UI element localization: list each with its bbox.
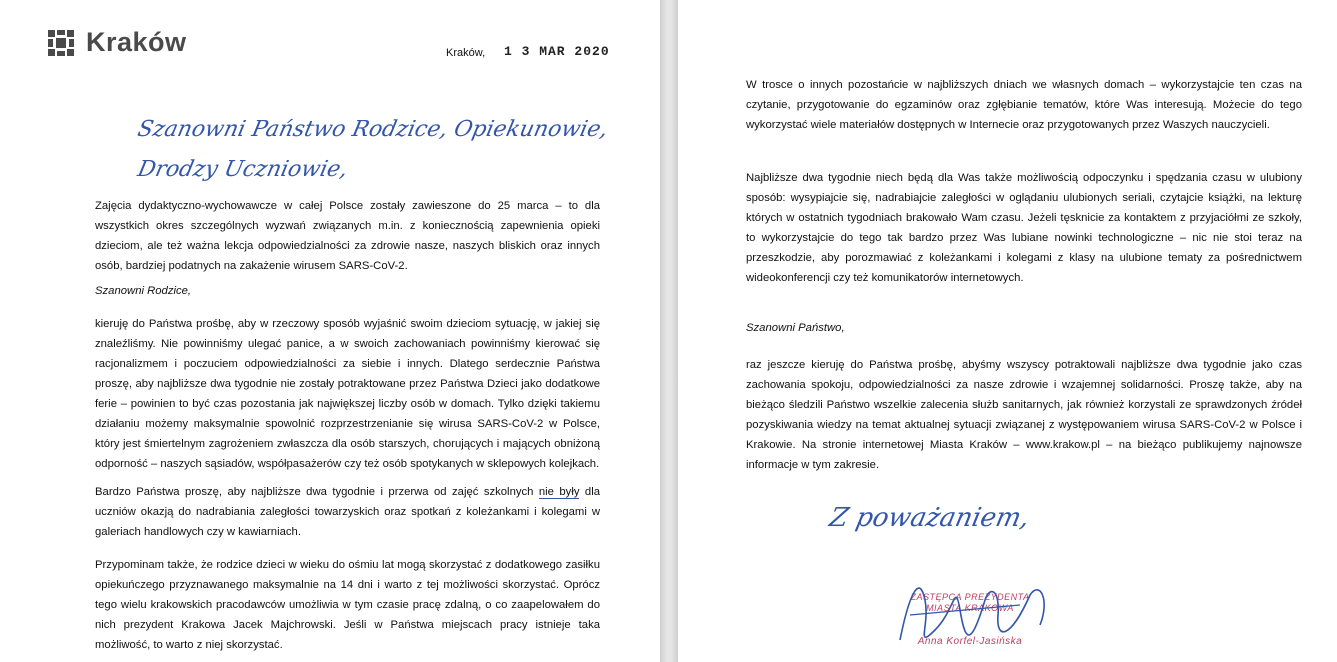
stamp-title-line1: ZASTĘPCA PREZYDENTA [910, 592, 1030, 602]
krakow-crest-icon [46, 28, 76, 58]
paragraph-stay-home: W trosce o innych pozostańcie w najbliższych dniach we własnych domach – wykorzystajcie ten czas na czytanie, przygotowanie do egzaminów oraz zgłębianie tematów, które Was interesują. Możecie do tego wykorzystać wiele materiałów dostępnych w Internecie oraz przygotowanych przez Waszych nauczycieli. [746, 79, 1302, 131]
paragraph-benefits: Przypominam także, że rodzice dzieci w wieku do ośmiu lat mogą skorzystać z dodatkowego zasiłku opiekuńczego przyznawanego maksymalnie na 14 dni i warto z tej możliwości skorzystać. Oprócz tego wielu krakowskich pracodawców umożliwia w tym czasie pracę zdalną, o co zaapelowałem do nich prezydent Krakowa Jacek Majchrowski. Jeśli w Państwa miejscach pracy istnieje taka możliwość, to warto z niej skorzystać. [95, 559, 600, 651]
paragraph-no-meetings-end: dla uczniów okazją do nadrabiania zaległości towarzyskich oraz spotkań z koleżankami i kolegami w galeriach handlowych czy w kawiarniach. [95, 486, 600, 538]
paragraph-intro: Zajęcia dydaktyczno-wychowawcze w całej Polsce zostały zawieszone do 25 marca – to dla wszystkich okres szczególnych wyzwań związanych m.in. z koniecznością zapewnienia opieki dzieciom, ale też ważna lekcja odpowiedzialności za zdrowie nasze, naszych bliskich oraz innych osób, bardziej podatnych na zakażenie wirusem SARS-CoV-2. [95, 200, 600, 272]
letter-page-right [678, 0, 1337, 662]
paragraph-appeal: kieruję do Państwa prośbę, aby w rzeczowy sposób wyjaśnić swoim dzieciom sytuację, w jakiej się znaleźliśmy. Nie powinniśmy ulegać panice, a w swoich zachowaniach powinniśmy kierować się racjonalizmem i poczuciem odpowiedzialności za siebie i innych. Dlatego serdecznie Państwa proszę, aby najbliższe dwa tygodnie nie zostały potraktowane przez Państwa Dzieci jako dodatkowe ferie – powinien to być czas pozostania jak największej liczby osób w domach. Tylko dzięki takiemu działaniu możemy maksymalnie spowolnić rozprzestrzenianie się wirusa SARS-CoV-2 w Polsce, który jest śmiertelnym zagrożeniem zwłaszcza dla osób starszych, chorujących i mających obniżoną odporność – naszych sąsiadów, współpasażerów czy też osób spotykanych w sklepowych kolejkach. [95, 318, 600, 470]
stamp-name: Anna Korfel-Jasińska [917, 636, 1023, 647]
handwritten-closing: Z poważaniem, [826, 503, 1033, 533]
heading-parents: Szanowni Rodzice, [95, 285, 192, 297]
handwritten-salutation-line1: Szanowni Państwo Rodzice, Opiekunowie, [135, 117, 611, 142]
paragraph-no-meetings [95, 482, 600, 542]
handwritten-salutation-line2: Drodzy Uczniowie, [135, 157, 350, 182]
logo-text: Kraków [86, 27, 187, 57]
stamp-title-line2: MIASTA KRAKOWA [926, 603, 1014, 613]
paragraph-rest: Najbliższe dwa tygodnie niech będą dla Was także możliwością odpoczynku i spędzania czasu w ulubiony sposób: wysypiajcie się, nadrabiajcie zaległości w oglądaniu ulubionych seriali, czytajcie książki, na lekturę których w ostatnich tygodniach brakowało Wam czasu. Jeżeli tęsknicie za kontaktem z przyjaciółmi ze szkoły, to wykorzystajcie do tego tak bardzo przez Was lubiane nowinki technologiczne – nic nie stoi teraz na przeszkodzie, aby porozmawiać z koleżankami i kolegami z klasy na ulubione tematy za pośrednictwem wideokonferencji czy też komunikatorów internetowych. [746, 172, 1302, 284]
heading-ladies-gentlemen: Szanowni Państwo, [746, 322, 845, 334]
page-gutter [660, 0, 678, 662]
letter-page-left [0, 0, 660, 662]
underlined-phrase: nie były [538, 486, 580, 498]
paragraph-final-appeal: raz jeszcze kieruję do Państwa prośbę, abyśmy wszyscy potraktowali najbliższe dwa tygodnie jako czas zachowania spokoju, odpowiedzialności za nasze zdrowie i wzajemnej solidarności. Proszę także, aby na bieżąco śledzili Państwo wszelkie zalecenia służb sanitarnych, jak również korzystali ze sprawdzonych źródeł pozyskiwania wiedzy na temat aktualnej sytuacji związanej z występowaniem wirusa SARS-CoV-2 w Polsce i Krakowie. Na stronie internetowej Miasta Kraków – www.krakow.pl – na bieżąco publikujemy najnowsze informacje w tym zakresie. [746, 359, 1302, 471]
krakow-logo [46, 27, 187, 58]
handwritten-signature [880, 570, 1080, 655]
place-label: Kraków, [446, 47, 486, 59]
date-stamp: 1 3 MAR 2020 [504, 44, 610, 59]
paragraph-no-meetings-start: Bardzo Państwa proszę, aby najbliższe dwa tygodnie i przerwa od zajęć szkolnych [95, 486, 539, 498]
